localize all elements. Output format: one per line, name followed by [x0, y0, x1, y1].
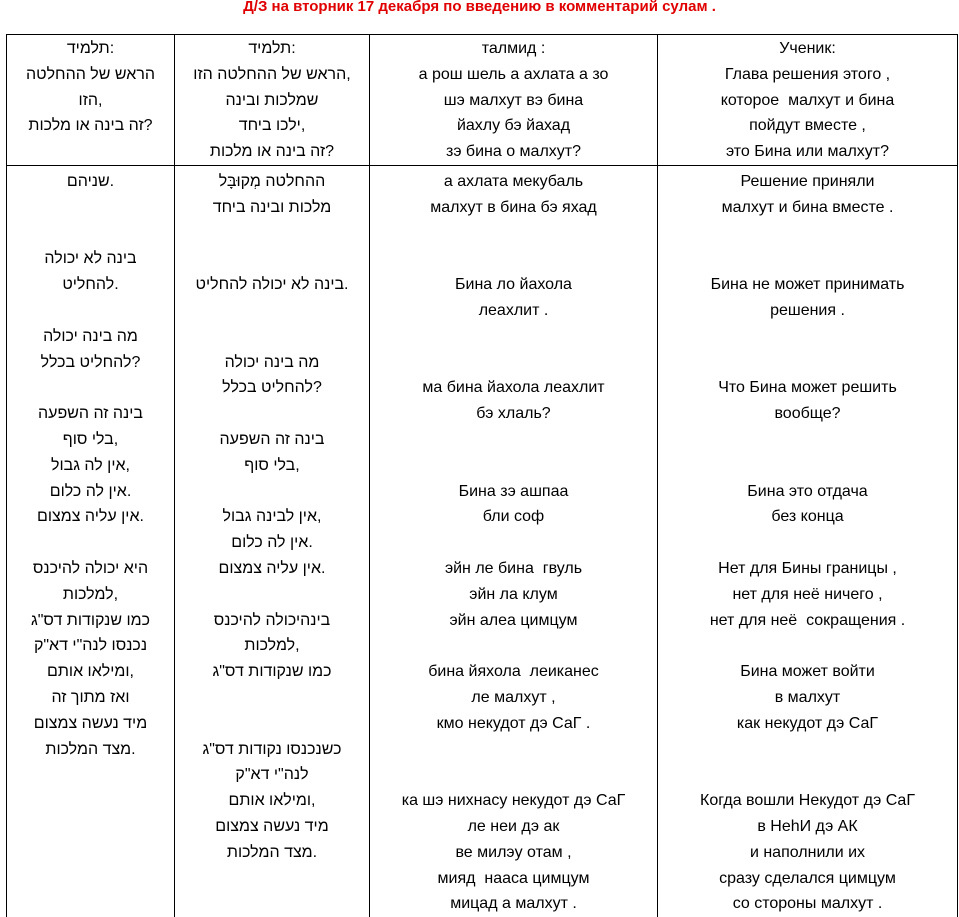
transliteration-column-header: талмид : а рош шель а ахлата а зо шэ малхут вэ бина йахлу бэ йахад зэ бина о малхут? [370, 35, 658, 166]
table-body-row [7, 166, 958, 917]
hebrew-column-1-header: תלמיד: הראש של ההחלטה הזו, זה בינה או מלכות? [7, 35, 175, 166]
hebrew-column-2-header: תלמיד: הראש של ההחלטה הזו, שמלכות ובינה ילכו ביחד, זה בינה או מלכות? [175, 35, 370, 166]
hebrew-column-1-body: שניהם. בינה לא יכולה להחליט. מה בינה יכולה להחליט בכלל? בינה זה השפעה בלי סוף, אין לה גבול, אין לה כלום. אין עליה צמצום. היא יכולה להיכנס למלכות, כמו שנקודות דס"ג נכנסו לנה"י דא"ק ומילאו אותם, ואז מתוך זה מיד נעשה צמצום מצד המלכות. [7, 166, 175, 917]
transliteration-column-body: а ахлата мекубаль малхут в бина бэ яхад Бина ло йахола леахлит . ма бина йахола леахлит бэ хлаль? Бина зэ ашпаа бли соф эйн ле бина гвуль эйн ла клум эйн алеа цимцум бина йяхола леиканес ле малхут , кмо некудот дэ СаГ . ка шэ нихнасу некудот дэ СаГ ле неи дэ ак ве милэу отам , мияд нааса цимцум мицад а малхут . [370, 166, 658, 917]
homework-title: Д/З на вторник 17 декабря по введению в комментарий сулам . [0, 0, 959, 18]
russian-column-body: Решение приняли малхут и бина вместе . Бина не может принимать решения . Что Бина может решить вообще? Бина это отдача без конца Нет для Бины границы , нет для неё ничего , нет для неё сокращения . Бина может войти в малхут как некудот дэ СаГ Когда вошли Некудот дэ СаГ в НеhИ дэ АК и наполнили их сразу сделался цимцум со стороны малхут . [658, 166, 958, 917]
russian-column-header: Ученик: Глава решения этого , которое малхут и бина пойдут вместе , это Бина или малхут? [658, 35, 958, 166]
hebrew-column-2-body: ההחלטה מְקוּבָּל מלכות ובינה ביחד בינה לא יכולה להחליט. מה בינה יכולה להחליט בכלל? בינה זה השפעה בלי סוף, אין לבינה גבול, אין לה כלום. אין עליה צמצום. בינהיכולה להיכנס למלכות, כמו שנקודות דס"ג כשנכנסו נקודות דס"ג לנה"י דא"ק ומילאו אותם, מיד נעשה צמצום מצד המלכות. [175, 166, 370, 917]
table-header-row [7, 35, 958, 166]
translation-table [6, 34, 958, 917]
